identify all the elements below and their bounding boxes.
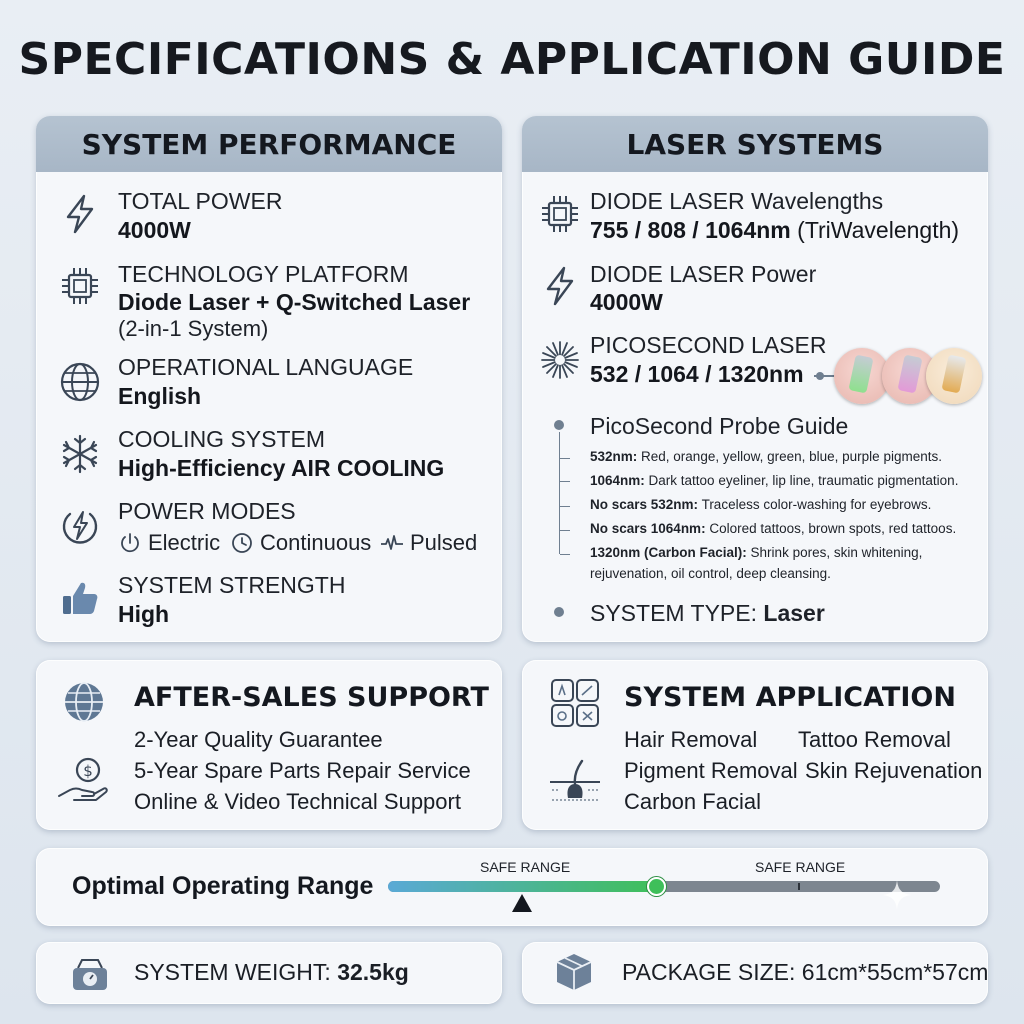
range-fill [388,881,656,892]
system-type-bullet [554,607,564,617]
money-hand-icon [56,754,110,808]
application-item: Carbon Facial [624,789,761,814]
laser-systems-heading: LASER SYSTEMS [522,116,988,172]
after-sales-line: 5-Year Spare Parts Repair Service [134,758,471,783]
guide-bullet [554,420,564,430]
guide-line: 532nm: Red, orange, yellow, green, blue, purple pigments. [590,449,942,464]
cooling-system-value: High-Efficiency AIR COOLING [118,455,445,481]
scale-icon [68,950,112,994]
clock-icon [230,531,254,555]
box-icon [552,950,596,994]
lightning-icon [538,264,582,308]
guide-line: 1064nm: Dark tattoo eyeliner, lip line, traumatic pigmentation. [590,473,959,488]
weight-text: SYSTEM WEIGHT: 32.5kg [134,959,409,985]
total-power-value: 4000W [118,217,191,243]
mode-pulsed: Pulsed [380,530,477,556]
range-tick [798,883,800,890]
hair-follicle-icon [548,758,602,808]
application-item: Tattoo Removal [798,727,951,752]
power-modes-label: POWER MODES [118,498,296,524]
package-card [522,942,988,1004]
globe-icon [58,360,102,404]
pulse-icon [380,531,404,555]
range-knob [647,877,666,896]
after-sales-heading: AFTER-SALES SUPPORT [134,682,489,713]
lightning-icon [58,192,102,236]
system-strength-value: High [118,601,170,627]
starburst-icon [538,338,582,382]
technology-platform-label: TECHNOLOGY PLATFORM [118,261,409,287]
system-type: SYSTEM TYPE: Laser [590,600,825,626]
operational-language-label: OPERATIONAL LANGUAGE [118,354,414,380]
after-sales-line: Online & Video Technical Support [134,789,461,814]
guide-tree-line [559,432,560,554]
probe-image-gold [926,348,982,404]
range-pointer-icon [512,894,532,912]
picosecond-value: 532 / 1064 / 1320nm [590,361,804,387]
guide-tick [560,506,570,507]
guide-tick [560,481,570,482]
page-title: SPECIFICATIONS & APPLICATION GUIDE [18,34,1006,85]
chip-icon [538,192,582,236]
application-item: Skin Rejuvenation [805,758,983,783]
probe-connector-dot [816,372,824,380]
application-item: Pigment Removal [624,758,798,783]
guide-tick [560,458,570,459]
system-performance-heading: SYSTEM PERFORMANCE [36,116,502,172]
svg-text:$: $ [83,762,93,780]
technology-platform-sub: (2-in-1 System) [118,316,269,341]
guide-line: No scars 532nm: Traceless color-washing for eyebrows. [590,497,932,512]
operating-range-label: Optimal Operating Range [72,872,374,900]
system-application-card [522,660,988,830]
operating-range-card [36,848,988,926]
system-application-heading: SYSTEM APPLICATION [624,682,956,713]
system-strength-label: SYSTEM STRENGTH [118,572,346,598]
picosecond-label: PICOSECOND LASER [590,332,827,358]
probe-guide-title: PicoSecond Probe Guide [590,413,849,439]
mode-electric: Electric [118,530,220,556]
total-power-label: TOTAL POWER [118,188,283,214]
laser-systems-card [522,116,988,642]
sparkle-icon [882,880,912,910]
thumbs-up-icon [58,576,102,620]
chip-icon [58,264,102,308]
application-item: Hair Removal [624,727,758,752]
after-sales-card [36,660,502,830]
safe-range-tag-right: SAFE RANGE [755,859,846,875]
guide-line: 1320nm (Carbon Facial): Shrink pores, skin whitening, [590,545,923,560]
weight-card [36,942,502,1004]
technology-platform-value: Diode Laser + Q-Switched Laser [118,289,471,315]
application-grid-icon [550,678,600,728]
snowflake-icon [58,432,102,476]
package-text: PACKAGE SIZE: 61cm*55cm*57cm [622,959,988,985]
power-icon [118,531,142,555]
safe-range-tag-left: SAFE RANGE [480,859,571,875]
system-performance-card [36,116,502,642]
diode-power-value: 4000W [590,289,663,315]
diode-wavelengths-value: 755 / 808 / 1064nm (TriWavelength) [590,217,960,243]
diode-power-label: DIODE LASER Power [590,261,817,287]
globe-icon [62,680,106,724]
diode-wavelengths-label: DIODE LASER Wavelengths [590,188,884,214]
guide-line: rejuvenation, oil control, deep cleansing. [590,566,831,581]
mode-continuous: Continuous [230,530,371,556]
cooling-system-label: COOLING SYSTEM [118,426,326,452]
guide-tick [560,530,570,531]
operational-language-value: English [118,383,202,409]
guide-line: No scars 1064nm: Colored tattoos, brown spots, red tattoos. [590,521,957,536]
power-bolt-icon [58,504,102,548]
after-sales-line: 2-Year Quality Guarantee [134,727,383,752]
guide-tick [560,554,570,555]
